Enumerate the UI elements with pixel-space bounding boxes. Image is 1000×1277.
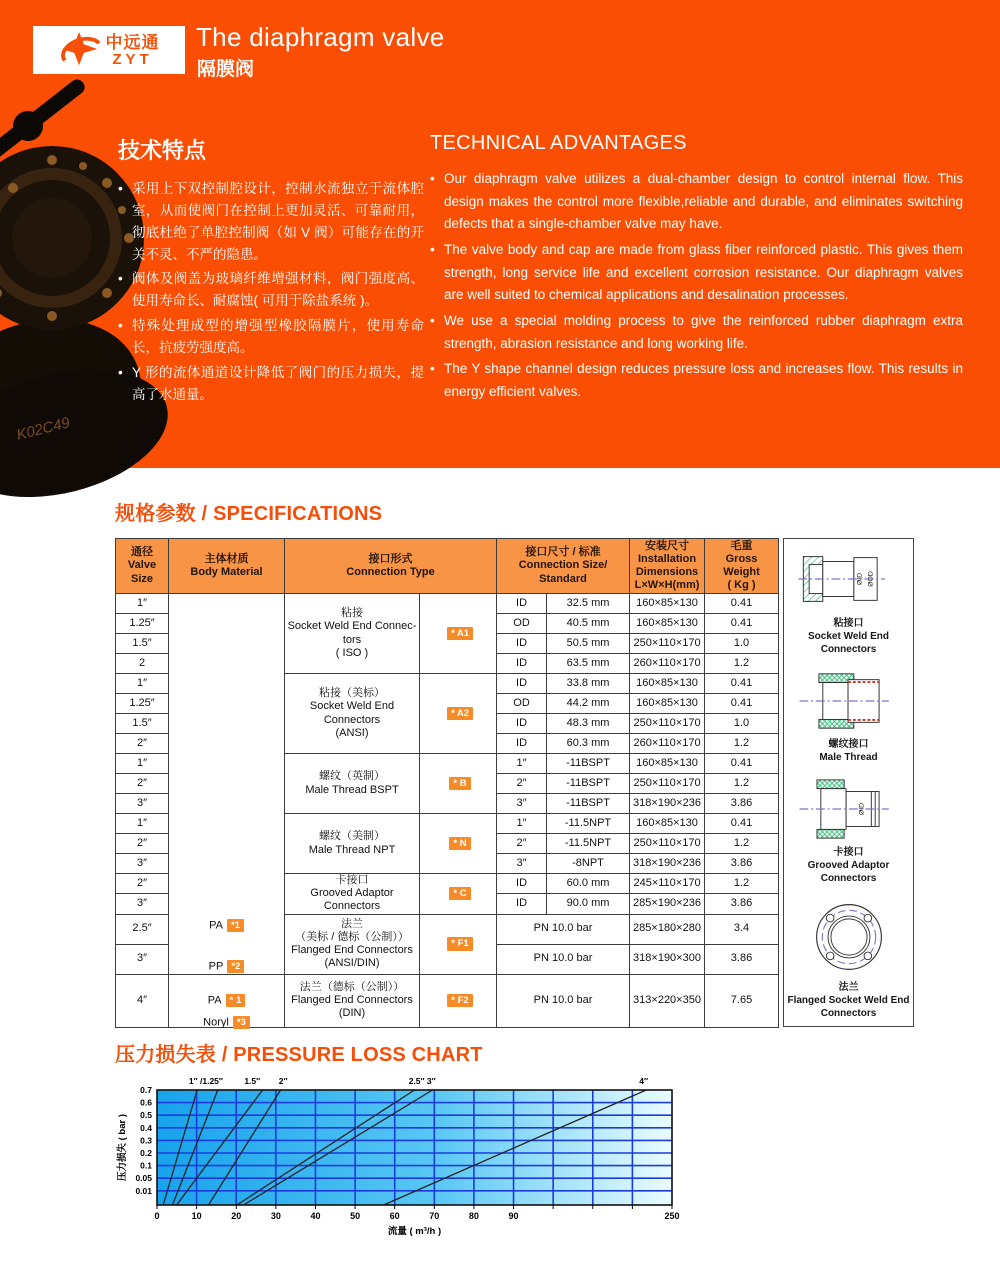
material-name: PA <box>209 919 223 932</box>
cell-weight: 1.0 <box>705 714 779 734</box>
cell-value: 48.3 mm <box>547 714 630 734</box>
spec-table-wrap <box>115 538 779 1028</box>
pressure-chart <box>115 1070 695 1247</box>
svg-text:压力损失 ( bar ): 压力损失 ( bar ) <box>117 1113 128 1182</box>
cell-dimensions: 160×85×130 <box>630 674 705 694</box>
svg-text:0.2: 0.2 <box>140 1148 152 1158</box>
svg-text:250: 250 <box>664 1211 680 1221</box>
cell-dimensions: 160×85×130 <box>630 594 705 614</box>
svg-text:0.05: 0.05 <box>135 1173 152 1184</box>
cell-value: 44.2 mm <box>547 694 630 714</box>
column-header: 接口尺寸 / 标准 Connection Size/ Standard <box>497 539 630 594</box>
svg-text:90: 90 <box>508 1211 519 1221</box>
cell-size: 2″ <box>116 774 169 794</box>
diagram-caption-cn: 粘接口 <box>833 618 864 629</box>
cell-standard: ID <box>497 674 547 694</box>
column-header: 毛重 Gross Weight ( Kg ) <box>705 539 779 594</box>
cell-dimensions: 318×190×236 <box>630 794 705 814</box>
cell-size: 1.5″ <box>116 634 169 654</box>
cell-size: 1″ <box>116 594 169 614</box>
note-tag: * B <box>449 777 470 790</box>
cell-weight: 1.0 <box>705 634 779 654</box>
svg-text:30: 30 <box>270 1211 281 1221</box>
svg-text:2.5″ 3″: 2.5″ 3″ <box>408 1076 436 1086</box>
feature-bullet: • The valve body and cap are made from glass fiber reinforced plastic. This gives them strength, long service life and excellent corrosion resistance. Our diaphragm valves are well suited to chemical applications and desalination processes. <box>430 239 963 307</box>
cell-size: 2 <box>116 654 169 674</box>
features-en-heading: TECHNICAL ADVANTAGES <box>430 132 687 154</box>
cell-standard: 1″ <box>497 754 547 774</box>
cell-standard: ID <box>497 714 547 734</box>
cell-code <box>420 674 497 754</box>
svg-text:0: 0 <box>154 1211 160 1221</box>
photo-scribble: K02C49 <box>14 414 72 444</box>
cell-dimensions: 250×110×170 <box>630 834 705 854</box>
column-header: 通径 Valve Size <box>116 539 169 594</box>
note-tag: * A2 <box>447 707 473 720</box>
cell-weight: 1.2 <box>705 774 779 794</box>
cell-connection-type: 螺纹（英制） Male Thread BSPT <box>285 754 420 814</box>
cell-standard: OD <box>497 614 547 634</box>
cell-code <box>420 594 497 674</box>
diagram-flange <box>784 897 913 1020</box>
cell-value: -11BSPT <box>547 754 630 774</box>
cell-dimensions: 260×110×170 <box>630 654 705 674</box>
material-entry <box>169 960 284 974</box>
svg-text:60: 60 <box>389 1211 400 1221</box>
cell-value: 33.8 mm <box>547 674 630 694</box>
cell-size: 4″ <box>116 974 169 1027</box>
diagram-caption-cn: 法兰 <box>838 982 859 993</box>
cell-standard: 3″ <box>497 794 547 814</box>
svg-text:流量 ( m³/h ): 流量 ( m³/h ) <box>387 1226 442 1237</box>
material-name: PP <box>208 960 224 973</box>
note-tag: * F2 <box>447 994 472 1007</box>
cell-weight: 3.86 <box>705 854 779 874</box>
cell-standard: ID <box>497 894 547 914</box>
feature-bullet: • The Y shape channel design reduces pressure loss and increases flow. This results in energy efficient valves. <box>430 358 963 403</box>
diagram-caption-cn: 卡接口 <box>833 847 864 858</box>
chart-heading: 压力损失表 / PRESSURE LOSS CHART <box>115 1044 483 1066</box>
cell-value: 60.3 mm <box>547 734 630 754</box>
cell-weight: 3.86 <box>705 944 779 974</box>
diagrams-panel <box>783 538 914 1027</box>
cell-value: -8NPT <box>547 854 630 874</box>
specs-heading: 规格参数 / SPECIFICATIONS <box>115 503 383 525</box>
cell-dimensions: 318×190×300 <box>630 944 705 974</box>
cell-size: 2″ <box>116 874 169 894</box>
logo-en: ZYT <box>112 50 153 68</box>
feature-bullet: • 特殊处理成型的增强型橡胶隔膜片，使用寿命长，抗疲劳强度高。 <box>118 315 424 359</box>
table-row <box>116 594 779 614</box>
cell-connection-type: 法兰 （美标 / 德标（公制）） Flanged End Connectors (ANSI/DIN) <box>285 914 420 974</box>
column-header: 安装尺寸 Installation Dimensions L×W×H(mm) <box>630 539 705 594</box>
cell-dimensions: 313×220×350 <box>630 974 705 1027</box>
cell-size: 3″ <box>116 854 169 874</box>
cell-value: -11BSPT <box>547 794 630 814</box>
cell-size: 3″ <box>116 794 169 814</box>
cell-connection-type: 螺纹（美制） Male Thread NPT <box>285 814 420 874</box>
logo-cn: 中远通 <box>105 32 160 52</box>
cell-dimensions: 160×85×130 <box>630 614 705 634</box>
socket-weld-drawing <box>795 545 903 613</box>
diagram-caption-en: Male Thread <box>819 752 878 763</box>
cell-value: -11BSPT <box>547 774 630 794</box>
note-tag: * F1 <box>447 937 472 950</box>
note-tag: * 1 <box>226 994 246 1007</box>
cell-standard: ID <box>497 634 547 654</box>
cell-size: 2.5″ <box>116 914 169 944</box>
cell-value: 50.5 mm <box>547 634 630 654</box>
svg-text:50: 50 <box>350 1211 361 1221</box>
column-header: 接口形式 Connection Type <box>285 539 497 594</box>
cell-code <box>420 914 497 974</box>
cell-weight: 1.2 <box>705 834 779 854</box>
pressure-chart-svg <box>115 1070 695 1242</box>
cell-size: 1.25″ <box>116 694 169 714</box>
diagram-male-thread <box>795 668 903 764</box>
cell-weight: 1.2 <box>705 734 779 754</box>
svg-text:0.01: 0.01 <box>135 1185 152 1196</box>
cell-connection-type: 法兰（德标（公制）） Flanged End Connectors (DIN) <box>285 974 420 1027</box>
cell-standard: ID <box>497 734 547 754</box>
diagram-caption-en: Grooved Adaptor Connectors <box>807 860 890 884</box>
cell-value: 32.5 mm <box>547 594 630 614</box>
cell-standard: OD <box>497 694 547 714</box>
cell-dimensions: 285×190×236 <box>630 894 705 914</box>
cell-standard: 2″ <box>497 774 547 794</box>
dim-label-od: ØOD <box>866 571 874 587</box>
svg-text:1.5″: 1.5″ <box>244 1076 261 1086</box>
note-tag: * N <box>449 837 470 850</box>
svg-text:70: 70 <box>429 1211 440 1221</box>
cell-weight: 3.4 <box>705 914 779 944</box>
cell-dimensions: 160×85×130 <box>630 754 705 774</box>
material-name: Noryl <box>203 1016 229 1029</box>
cell-dimensions: 245×110×170 <box>630 874 705 894</box>
cell-size: 1.5″ <box>116 714 169 734</box>
svg-text:80: 80 <box>468 1211 479 1221</box>
cell-dimensions: 250×110×170 <box>630 774 705 794</box>
cell-dimensions: 160×85×130 <box>630 694 705 714</box>
note-tag: *2 <box>227 960 244 973</box>
cell-standard: PN 10.0 bar <box>497 974 630 1027</box>
cell-value: 40.5 mm <box>547 614 630 634</box>
cell-weight: 0.41 <box>705 614 779 634</box>
svg-text:0.6: 0.6 <box>140 1097 152 1108</box>
cell-standard: 3″ <box>497 854 547 874</box>
cell-standard: PN 10.0 bar <box>497 914 630 944</box>
feature-bullet: • Y 形的流体通道设计降低了阀门的压力损失，提高了水通量。 <box>118 362 424 406</box>
note-tag: * A1 <box>447 627 473 640</box>
cell-size: 1″ <box>116 754 169 774</box>
diagram-caption-en: Socket Weld End Connectors <box>808 631 889 655</box>
cell-material <box>169 594 285 1029</box>
feature-bullet: • 阀体及阀盖为玻璃纤维增强材料，阀门强度高、使用寿命长、耐腐蚀( 可用于除盐系统 )。 <box>118 268 424 312</box>
cell-dimensions: 260×110×170 <box>630 734 705 754</box>
cell-weight: 0.41 <box>705 814 779 834</box>
cell-code <box>420 974 497 1027</box>
features-en <box>430 132 963 407</box>
cell-size: 3″ <box>116 894 169 914</box>
diagram-caption-en: Flanged Socket Weld End Connectors <box>787 995 910 1019</box>
cell-weight: 3.86 <box>705 894 779 914</box>
cell-size: 2″ <box>116 734 169 754</box>
diagram-caption-cn: 螺纹接口 <box>828 739 869 750</box>
svg-text:0.5: 0.5 <box>140 1110 152 1121</box>
material-name: PA <box>207 994 222 1007</box>
dim-label-id: ØID <box>856 572 864 586</box>
feature-bullet: • 采用上下双控制腔设计，控制水流独立于流体腔室，从而使阀门在控制上更加灵活、可靠耐用，彻底杜绝了单腔控制阀（如 V 阀）可能存在的开关不灵、不严的隐患。 <box>118 178 424 265</box>
cell-standard: ID <box>497 654 547 674</box>
zyt-logo-icon <box>59 31 101 69</box>
note-tag: * C <box>449 887 470 900</box>
page-title: The diaphragm valve <box>196 22 445 52</box>
cell-dimensions: 285×180×280 <box>630 914 705 944</box>
svg-text:4″: 4″ <box>639 1076 649 1086</box>
diagram-grooved <box>784 776 913 885</box>
svg-text:10: 10 <box>191 1211 202 1221</box>
cell-value: 90.0 mm <box>547 894 630 914</box>
cell-size: 1.25″ <box>116 614 169 634</box>
cell-value: 60.0 mm <box>547 874 630 894</box>
cell-standard: 2″ <box>497 834 547 854</box>
cell-size: 1″ <box>116 674 169 694</box>
features-cn <box>118 134 424 409</box>
cell-connection-type: 粘接（美标） Socket Weld End Connectors (ANSI) <box>285 674 420 754</box>
cell-connection-type: 粘接 Socket Weld End Connec- tors ( ISO ) <box>285 594 420 674</box>
diagram-socket-weld <box>784 545 913 656</box>
cell-weight: 0.41 <box>705 674 779 694</box>
svg-text:0.1: 0.1 <box>140 1160 152 1171</box>
cell-dimensions: 160×85×130 <box>630 814 705 834</box>
svg-text:20: 20 <box>231 1211 242 1221</box>
column-header: 主体材质 Body Material <box>169 539 285 594</box>
logo-box <box>33 26 185 74</box>
spec-table <box>115 538 779 1028</box>
cell-value: -11.5NPT <box>547 834 630 854</box>
page-subtitle: 隔膜阀 <box>197 59 255 80</box>
cell-standard: ID <box>497 874 547 894</box>
note-tag: *1 <box>227 919 244 932</box>
svg-text:0.3: 0.3 <box>140 1135 152 1146</box>
cell-standard: 1″ <box>497 814 547 834</box>
cell-code <box>420 814 497 874</box>
cell-weight: 0.41 <box>705 594 779 614</box>
cell-dimensions: 250×110×170 <box>630 714 705 734</box>
cell-weight: 1.2 <box>705 654 779 674</box>
note-tag: *3 <box>233 1016 250 1029</box>
feature-bullet: • We use a special molding process to give the reinforced rubber diaphragm extra strength, abrasion resistance and long working life. <box>430 310 963 355</box>
features-cn-heading: 技术特点 <box>118 138 207 163</box>
cell-code <box>420 874 497 915</box>
svg-text:2″: 2″ <box>278 1076 288 1086</box>
svg-text:40: 40 <box>310 1211 321 1221</box>
flange-drawing <box>801 897 897 977</box>
cell-dimensions: 250×110×170 <box>630 634 705 654</box>
svg-text:0.7: 0.7 <box>140 1085 152 1095</box>
male-thread-drawing <box>795 668 903 734</box>
grooved-drawing <box>795 776 903 842</box>
cell-value: 63.5 mm <box>547 654 630 674</box>
cell-size: 1″ <box>116 814 169 834</box>
cell-weight: 0.41 <box>705 694 779 714</box>
cell-size: 3″ <box>116 944 169 974</box>
svg-text:1″ /1.25″: 1″ /1.25″ <box>188 1076 223 1086</box>
cell-value: -11.5NPT <box>547 814 630 834</box>
feature-bullet: • Our diaphragm valve utilizes a dual-chamber design to control internal flow. This design makes the control more flexible,reliable and durable, and eliminates switching defects that a single-chamber valve may have. <box>430 168 963 236</box>
cell-standard: PN 10.0 bar <box>497 944 630 974</box>
cell-weight: 7.65 <box>705 974 779 1027</box>
cell-weight: 1.2 <box>705 874 779 894</box>
material-entry <box>169 1016 284 1030</box>
material-entry <box>169 919 284 933</box>
cell-dimensions: 318×190×236 <box>630 854 705 874</box>
cell-weight: 0.41 <box>705 754 779 774</box>
dim-label-id: ØID <box>858 802 866 816</box>
cell-size: 2″ <box>116 834 169 854</box>
cell-standard: ID <box>497 594 547 614</box>
cell-weight: 3.86 <box>705 794 779 814</box>
svg-text:0.4: 0.4 <box>140 1122 152 1133</box>
cell-connection-type: 卡接口 Grooved Adaptor Connectors <box>285 874 420 915</box>
cell-code <box>420 754 497 814</box>
